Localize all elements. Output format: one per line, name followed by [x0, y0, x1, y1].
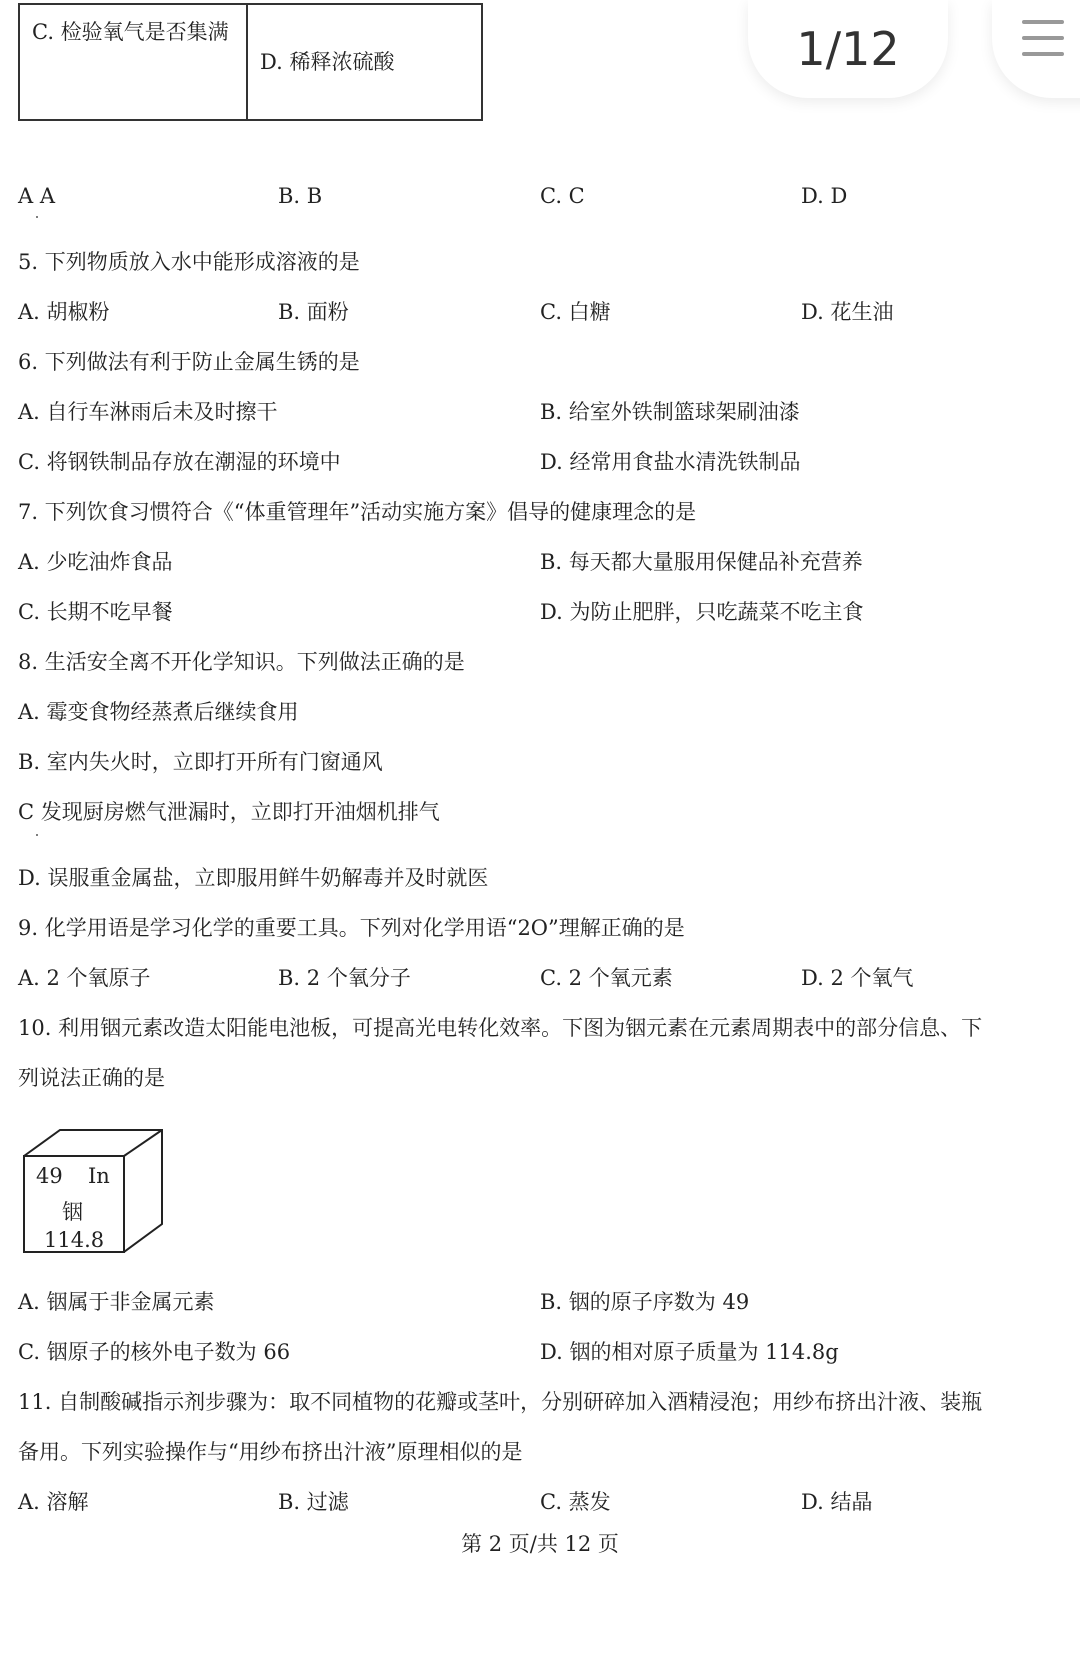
- q5-option-b: B. 面粉: [278, 300, 349, 324]
- q9-stem: 9. 化学用语是学习化学的重要工具。下列对化学用语“2O”理解正确的是: [18, 916, 685, 940]
- q9-option-a: A. 2 个氧原子: [18, 966, 151, 990]
- q6-option-d: D. 经常用食盐水清洗铁制品: [540, 450, 801, 474]
- q7-option-b: B. 每天都大量服用保健品补充营养: [540, 550, 863, 574]
- q10-option-a: A. 铟属于非金属元素: [18, 1290, 215, 1314]
- dot-mark: [36, 216, 38, 218]
- q4-option-b: B. B: [278, 184, 323, 208]
- q7-option-d: D. 为防止肥胖，只吃蔬菜不吃主食: [540, 600, 864, 624]
- q4-option-c: C. C: [540, 184, 585, 208]
- atomic-mass: 114.8: [44, 1228, 105, 1252]
- q11-stem-line1: 11. 自制酸碱指示剂步骤为：取不同植物的花瓣或茎叶，分别研碎加入酒精浸泡；用纱布挤出汁液、装瓶: [18, 1390, 983, 1414]
- q7-stem: 7. 下列饮食习惯符合《“体重管理年”活动实施方案》倡导的健康理念的是: [18, 500, 697, 524]
- q8-option-a: A. 霉变食物经蒸煮后继续食用: [18, 700, 299, 724]
- q8-option-b: B. 室内失火时，立即打开所有门窗通风: [18, 750, 383, 774]
- element-name: 铟: [62, 1200, 83, 1224]
- menu-button[interactable]: [992, 0, 1080, 98]
- q5-option-a: A. 胡椒粉: [18, 300, 110, 324]
- element-cell-diagram: [22, 1128, 166, 1256]
- q4-option-a: A A: [18, 184, 56, 208]
- q4-option-d: D. D: [801, 184, 848, 208]
- table-cell-d: D. 稀释浓硫酸: [260, 50, 395, 74]
- q10-stem-line2: 列说法正确的是: [18, 1066, 165, 1090]
- q11-option-d: D. 结晶: [801, 1490, 873, 1514]
- q10-option-d: D. 铟的相对原子质量为 114.8g: [540, 1340, 839, 1364]
- q10-option-b: B. 铟的原子序数为 49: [540, 1290, 750, 1314]
- q9-option-b: B. 2 个氧分子: [278, 966, 411, 990]
- q6-option-b: B. 给室外铁制篮球架刷油漆: [540, 400, 800, 424]
- q6-stem: 6. 下列做法有利于防止金属生锈的是: [18, 350, 360, 374]
- q11-option-c: C. 蒸发: [540, 1490, 611, 1514]
- q8-stem: 8. 生活安全离不开化学知识。下列做法正确的是: [18, 650, 465, 674]
- q10-option-c: C. 铟原子的核外电子数为 66: [18, 1340, 291, 1364]
- q6-option-c: C. 将钢铁制品存放在潮湿的环境中: [18, 450, 341, 474]
- q11-option-b: B. 过滤: [278, 1490, 349, 1514]
- q11-stem-line2: 备用。下列实验操作与“用纱布挤出汁液”原理相似的是: [18, 1440, 523, 1464]
- q5-stem: 5. 下列物质放入水中能形成溶液的是: [18, 250, 360, 274]
- q6-option-a: A. 自行车淋雨后未及时擦干: [18, 400, 278, 424]
- dot-mark: [36, 834, 38, 836]
- q9-option-d: D. 2 个氧气: [801, 966, 914, 990]
- q9-option-c: C. 2 个氧元素: [540, 966, 673, 990]
- q10-stem-line1: 10. 利用铟元素改造太阳能电池板，可提高光电转化效率。下图为铟元素在元素周期表中的部分信息、下: [18, 1016, 983, 1040]
- page-indicator[interactable]: 1/12: [748, 0, 948, 98]
- page-footer: 第 2 页/共 12 页: [461, 1532, 619, 1556]
- element-symbol: In: [88, 1164, 110, 1188]
- q11-option-a: A. 溶解: [18, 1490, 89, 1514]
- q8-option-c: C 发现厨房燃气泄漏时，立即打开油烟机排气: [18, 800, 440, 824]
- q5-option-d: D. 花生油: [801, 300, 894, 324]
- q7-option-a: A. 少吃油炸食品: [18, 550, 173, 574]
- hamburger-menu-icon: [1022, 20, 1064, 68]
- q7-option-c: C. 长期不吃早餐: [18, 600, 173, 624]
- q8-option-d: D. 误服重金属盐，立即服用鲜牛奶解毒并及时就医: [18, 866, 489, 890]
- atomic-number: 49: [36, 1164, 63, 1188]
- options-table: [18, 3, 483, 121]
- q5-option-c: C. 白糖: [540, 300, 611, 324]
- table-cell-c: C. 检验氧气是否集满: [20, 5, 248, 119]
